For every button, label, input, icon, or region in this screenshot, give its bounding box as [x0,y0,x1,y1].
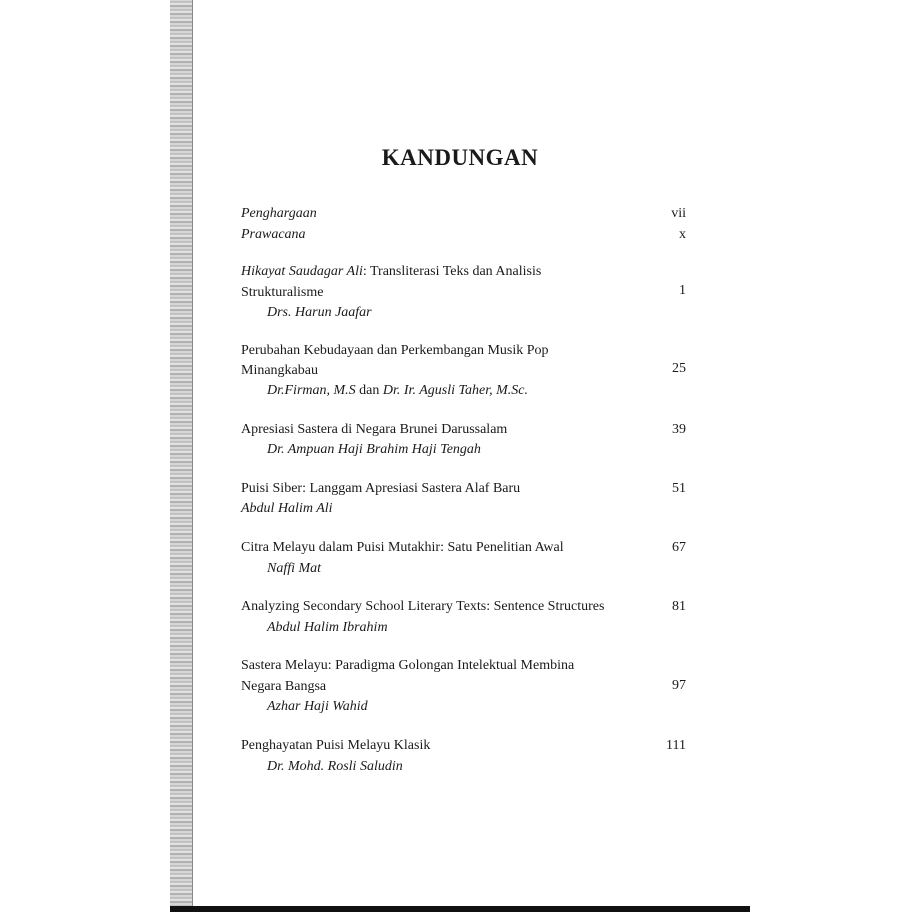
book-binding-edge [170,0,192,912]
toc-entry-author: Azhar Haji Wahid [267,699,368,714]
toc-entry-title: Penghayatan Puisi Melayu Klasik [241,738,431,753]
bottom-edge [170,906,750,912]
toc-entry-title: Apresiasi Sastera di Negara Brunei Darussalam [241,422,508,437]
toc-entry-title-line2: Minangkabau [241,363,318,378]
author-b: Dr. Ir. Agusli Taher, M.Sc. [382,383,528,398]
toc-page-number: 111 [666,738,686,753]
page-title [0,145,920,171]
author-join: dan [355,383,383,398]
toc-page-number: 81 [672,599,686,614]
toc-entry-author: Drs. Harun Jaafar [267,305,372,320]
title-text: KANDUNGAN [381,145,539,170]
toc-entry-title: Puisi Siber: Langgam Apresiasi Sastera Alaf Baru [241,481,521,496]
toc-entry-title-line2: Negara Bangsa [241,679,327,694]
toc-page-number: 67 [672,540,686,555]
toc-entry-author: Dr. Mohd. Rosli Saludin [267,759,403,774]
toc-page-number: 39 [672,422,686,437]
toc-entry-author: Abdul Halim Ali [241,501,333,516]
toc-entry-title: Prawacana [241,227,306,242]
toc-page-number: 51 [672,481,686,496]
toc-entry-title: Penghargaan [241,206,317,221]
toc-title-italic: Hikayat Saudagar Ali [241,264,363,279]
binding-line [192,0,193,912]
toc-page-number: 1 [679,283,686,298]
toc-entry-title [241,264,541,280]
toc-entry-title-line2: Strukturalisme [241,285,324,300]
toc-page-number: 97 [672,678,686,693]
toc-entry-author: Abdul Halim Ibrahim [267,620,388,635]
toc-entry-title: Analyzing Secondary School Literary Texts: Sentence Structures [241,599,605,614]
toc-entry-title: Perubahan Kebudayaan dan Perkembangan Musik Pop [241,343,549,358]
toc-page-number: 25 [672,361,686,376]
toc-entry-title: Citra Melayu dalam Puisi Mutakhir: Satu Penelitian Awal [241,540,564,555]
toc-entry-author [267,383,528,399]
toc-title-rest: : Transliterasi Teks dan Analisis [362,264,542,279]
toc-page-number: x [679,227,686,242]
toc-page-number: vii [671,206,686,221]
author-a: Dr.Firman, M.S [267,383,356,398]
toc-entry-author: Naffi Mat [267,561,322,576]
toc-entry-author: Dr. Ampuan Haji Brahim Haji Tengah [267,442,481,457]
toc-entry-title: Sastera Melayu: Paradigma Golongan Intelektual Membina [241,658,575,673]
